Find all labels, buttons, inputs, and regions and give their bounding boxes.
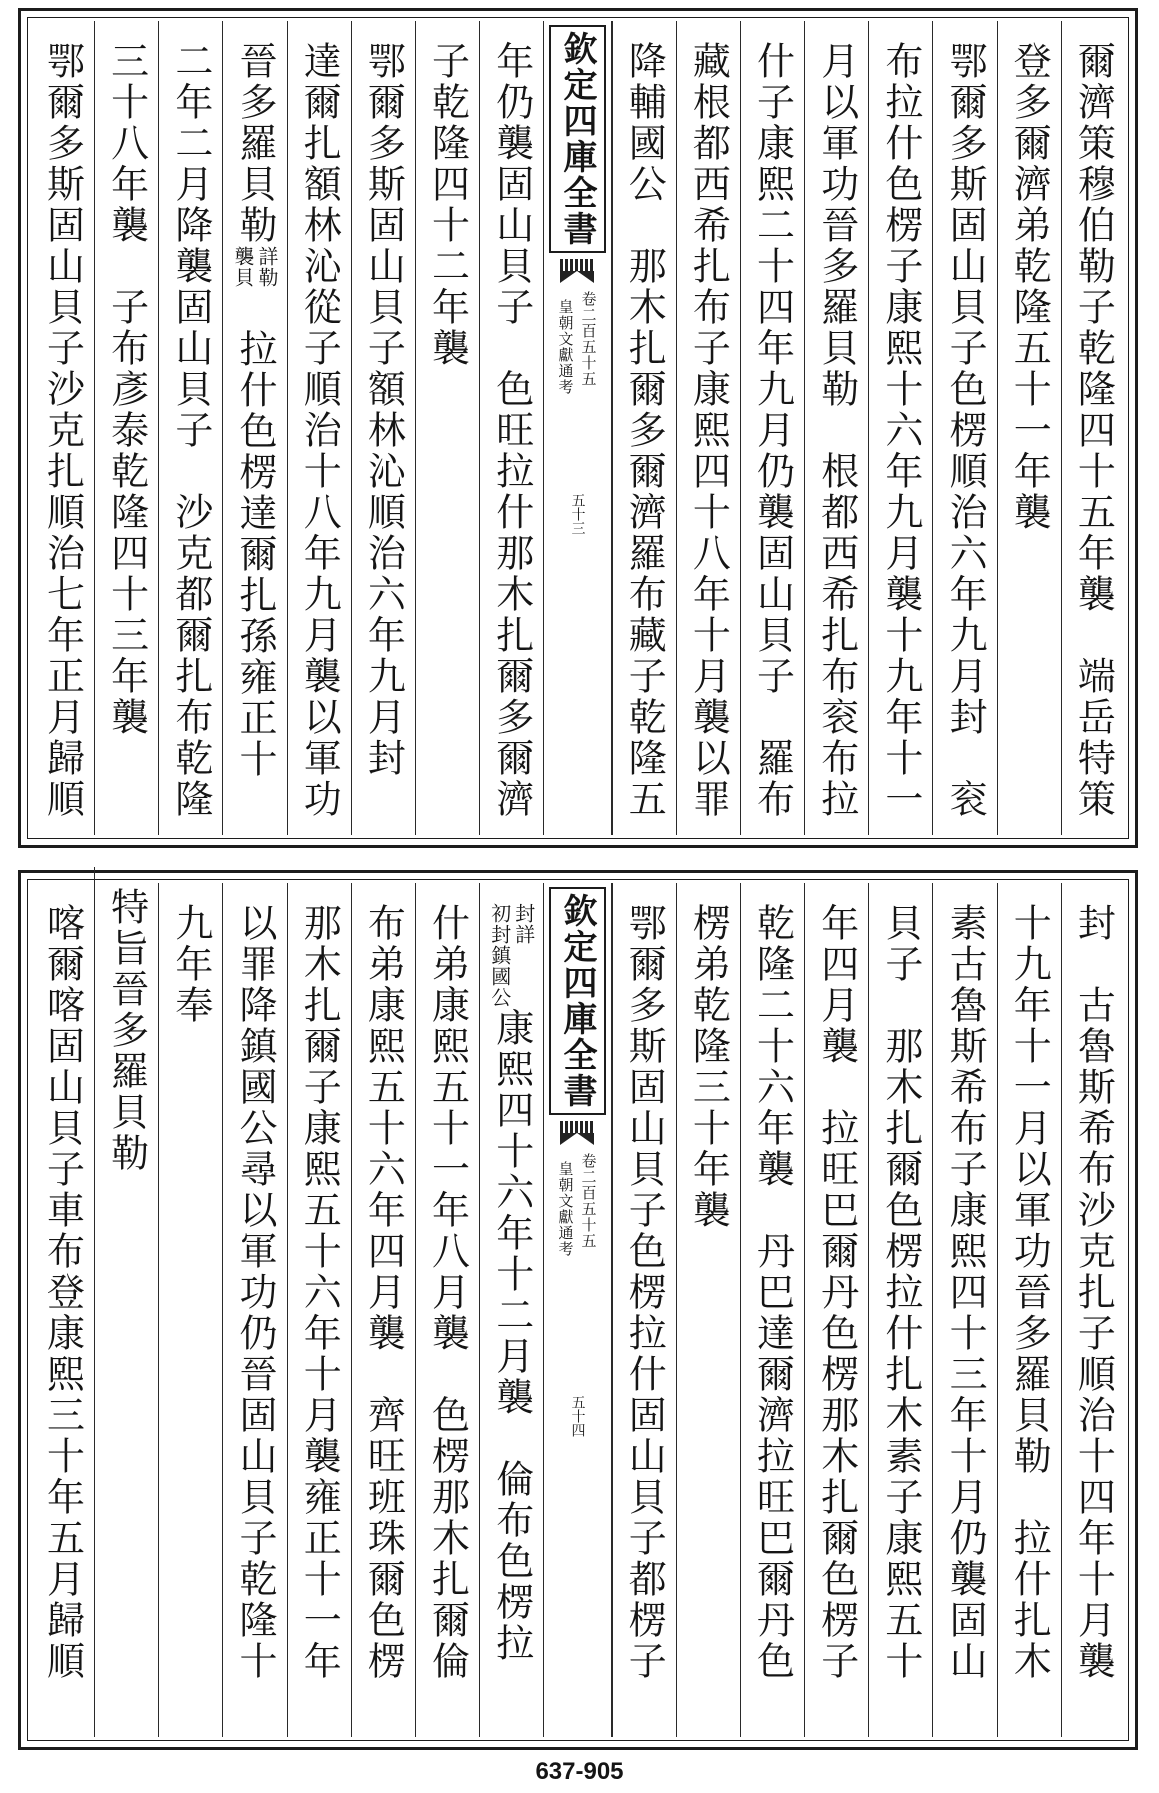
column-text: 晉多羅貝勒 — [233, 41, 278, 246]
text-column — [740, 883, 804, 1737]
text-column — [997, 21, 1061, 835]
volume-label: 卷二百五十五 — [579, 1153, 598, 1249]
column-text: 子乾隆四十二年襲 — [425, 41, 470, 369]
column-text: 楞弟乾隆三十年襲 — [686, 903, 731, 1231]
column-text: 素古魯斯希布子康熙四十三年十月仍襲固山 — [943, 903, 988, 1682]
source-title: 皇朝文獻通考 — [556, 1161, 575, 1257]
text-column — [868, 21, 932, 835]
text-column — [804, 21, 868, 835]
column-text: 貝子 那木扎爾色楞拉什扎木素子康熙五十 — [878, 903, 923, 1682]
page-lower-half — [18, 870, 1138, 1750]
column-text: 鄂爾多斯固山貝子色楞順治六年九月封 衮 — [943, 41, 988, 820]
column-text: 二年二月降襲固山貝子 沙克都爾扎布乾隆 — [168, 41, 213, 820]
text-column — [222, 883, 286, 1737]
column-text: 三十八年襲 子布彥泰乾隆四十三年襲 — [104, 41, 149, 738]
text-column — [287, 883, 351, 1737]
column-text: 月以軍功晉多羅貝勒 根都西希扎布衮布拉 — [814, 41, 859, 820]
book-title: 欽定四庫全書 — [549, 25, 606, 253]
column-text: 康熙四十六年十二月襲 倫布色楞拉 — [489, 1008, 534, 1664]
column-text: 以罪降鎮國公尋以軍功仍晉固山貝子乾隆十 — [233, 903, 278, 1682]
text-columns — [31, 883, 1125, 1737]
column-text: 布拉什色楞子康熙十六年九月襲十九年十一 — [878, 41, 923, 820]
text-column — [351, 883, 415, 1737]
interlinear-note — [489, 903, 535, 1008]
column-text: 鄂爾多斯固山貝子沙克扎順治七年正月歸順 — [40, 41, 85, 820]
column-text: 十九年十一月以軍功晉多羅貝勒 拉什扎木 — [1007, 903, 1052, 1682]
folio-number: 五十三 — [569, 493, 586, 535]
column-text: 爾濟策穆伯勒子乾隆四十五年襲 端岳特策 — [1071, 41, 1116, 820]
folio-number: 五十四 — [569, 1395, 586, 1437]
text-column — [932, 883, 996, 1737]
text-columns — [31, 21, 1125, 835]
text-column — [158, 21, 222, 835]
text-column — [351, 21, 415, 835]
page-upper-half — [18, 8, 1138, 848]
column-text: 特旨晉多羅貝勒 — [104, 887, 149, 1174]
volume-label: 卷二百五十五 — [579, 291, 598, 387]
text-column — [932, 21, 996, 835]
fish-tail-ornament — [560, 1121, 594, 1147]
column-text: 登多爾濟弟乾隆五十一年襲 — [1007, 41, 1052, 533]
column-text: 什子康熙二十四年九月仍襲固山貝子 羅布 — [750, 41, 795, 820]
text-column — [415, 21, 479, 835]
column-text: 布弟康熙五十六年四月襲 齊旺班珠爾色楞 — [361, 903, 406, 1682]
column-text: 藏根都西希扎布子康熙四十八年十月襲以罪 — [686, 41, 731, 820]
column-text: 拉什色楞達爾扎孫雍正十 — [233, 288, 278, 780]
note-line: 初封鎮國公 — [487, 903, 512, 1008]
column-text: 九年奉 — [168, 903, 213, 1026]
column-text: 乾隆二十六年襲 丹巴達爾濟拉旺巴爾丹色 — [750, 903, 795, 1682]
text-column — [676, 883, 740, 1737]
text-column — [804, 883, 868, 1737]
interlinear-note — [232, 246, 278, 288]
seam-captions — [555, 1153, 599, 1257]
column-text: 鄂爾多斯固山貝子額林沁順治六年九月封 — [361, 41, 406, 779]
column-text: 降輔國公 那木扎爾多爾濟羅布藏子乾隆五 — [622, 41, 667, 820]
column-text: 喀爾喀固山貝子車布登康熙三十年五月歸順 — [40, 903, 85, 1682]
text-column — [31, 883, 94, 1737]
text-column — [222, 21, 286, 835]
text-column — [612, 21, 676, 835]
column-text: 達爾扎額林沁從子順治十八年九月襲以軍功 — [297, 41, 342, 820]
text-column — [612, 883, 676, 1737]
center-seam — [543, 883, 611, 1737]
column-text: 年四月襲 拉旺巴爾丹色楞那木扎爾色楞子 — [814, 903, 859, 1682]
column-text: 封 古魯斯希布沙克扎子順治十四年十月襲 — [1071, 903, 1116, 1682]
text-column — [94, 867, 158, 1737]
text-column — [415, 883, 479, 1737]
seam-captions — [555, 291, 599, 395]
text-column — [740, 21, 804, 835]
fish-tail-ornament — [560, 259, 594, 285]
text-column — [676, 21, 740, 835]
text-column — [31, 21, 94, 835]
text-column — [158, 883, 222, 1737]
column-text: 鄂爾多斯固山貝子色楞拉什固山貝子都楞子 — [622, 903, 667, 1682]
column-text: 年仍襲固山貝子 色旺拉什那木扎爾多爾濟 — [489, 41, 534, 820]
note-line: 襲貝 — [231, 246, 256, 288]
text-column — [94, 21, 158, 835]
book-title: 欽定四庫全書 — [549, 887, 606, 1115]
note-line: 詳勒 — [255, 246, 280, 288]
text-column — [479, 21, 543, 835]
text-column — [1061, 883, 1125, 1737]
column-text: 那木扎爾子康熙五十六年十月襲雍正十一年 — [297, 903, 342, 1682]
center-seam — [543, 21, 611, 835]
text-column — [1061, 21, 1125, 835]
text-column — [997, 883, 1061, 1737]
page-footer-number: 637-905 — [535, 1758, 624, 1785]
text-column — [868, 883, 932, 1737]
text-column — [479, 883, 543, 1737]
column-text: 什弟康熙五十一年八月襲 色楞那木扎爾倫 — [425, 903, 470, 1682]
text-column — [287, 21, 351, 835]
note-line: 封詳 — [511, 903, 536, 945]
source-title: 皇朝文獻通考 — [556, 299, 575, 395]
